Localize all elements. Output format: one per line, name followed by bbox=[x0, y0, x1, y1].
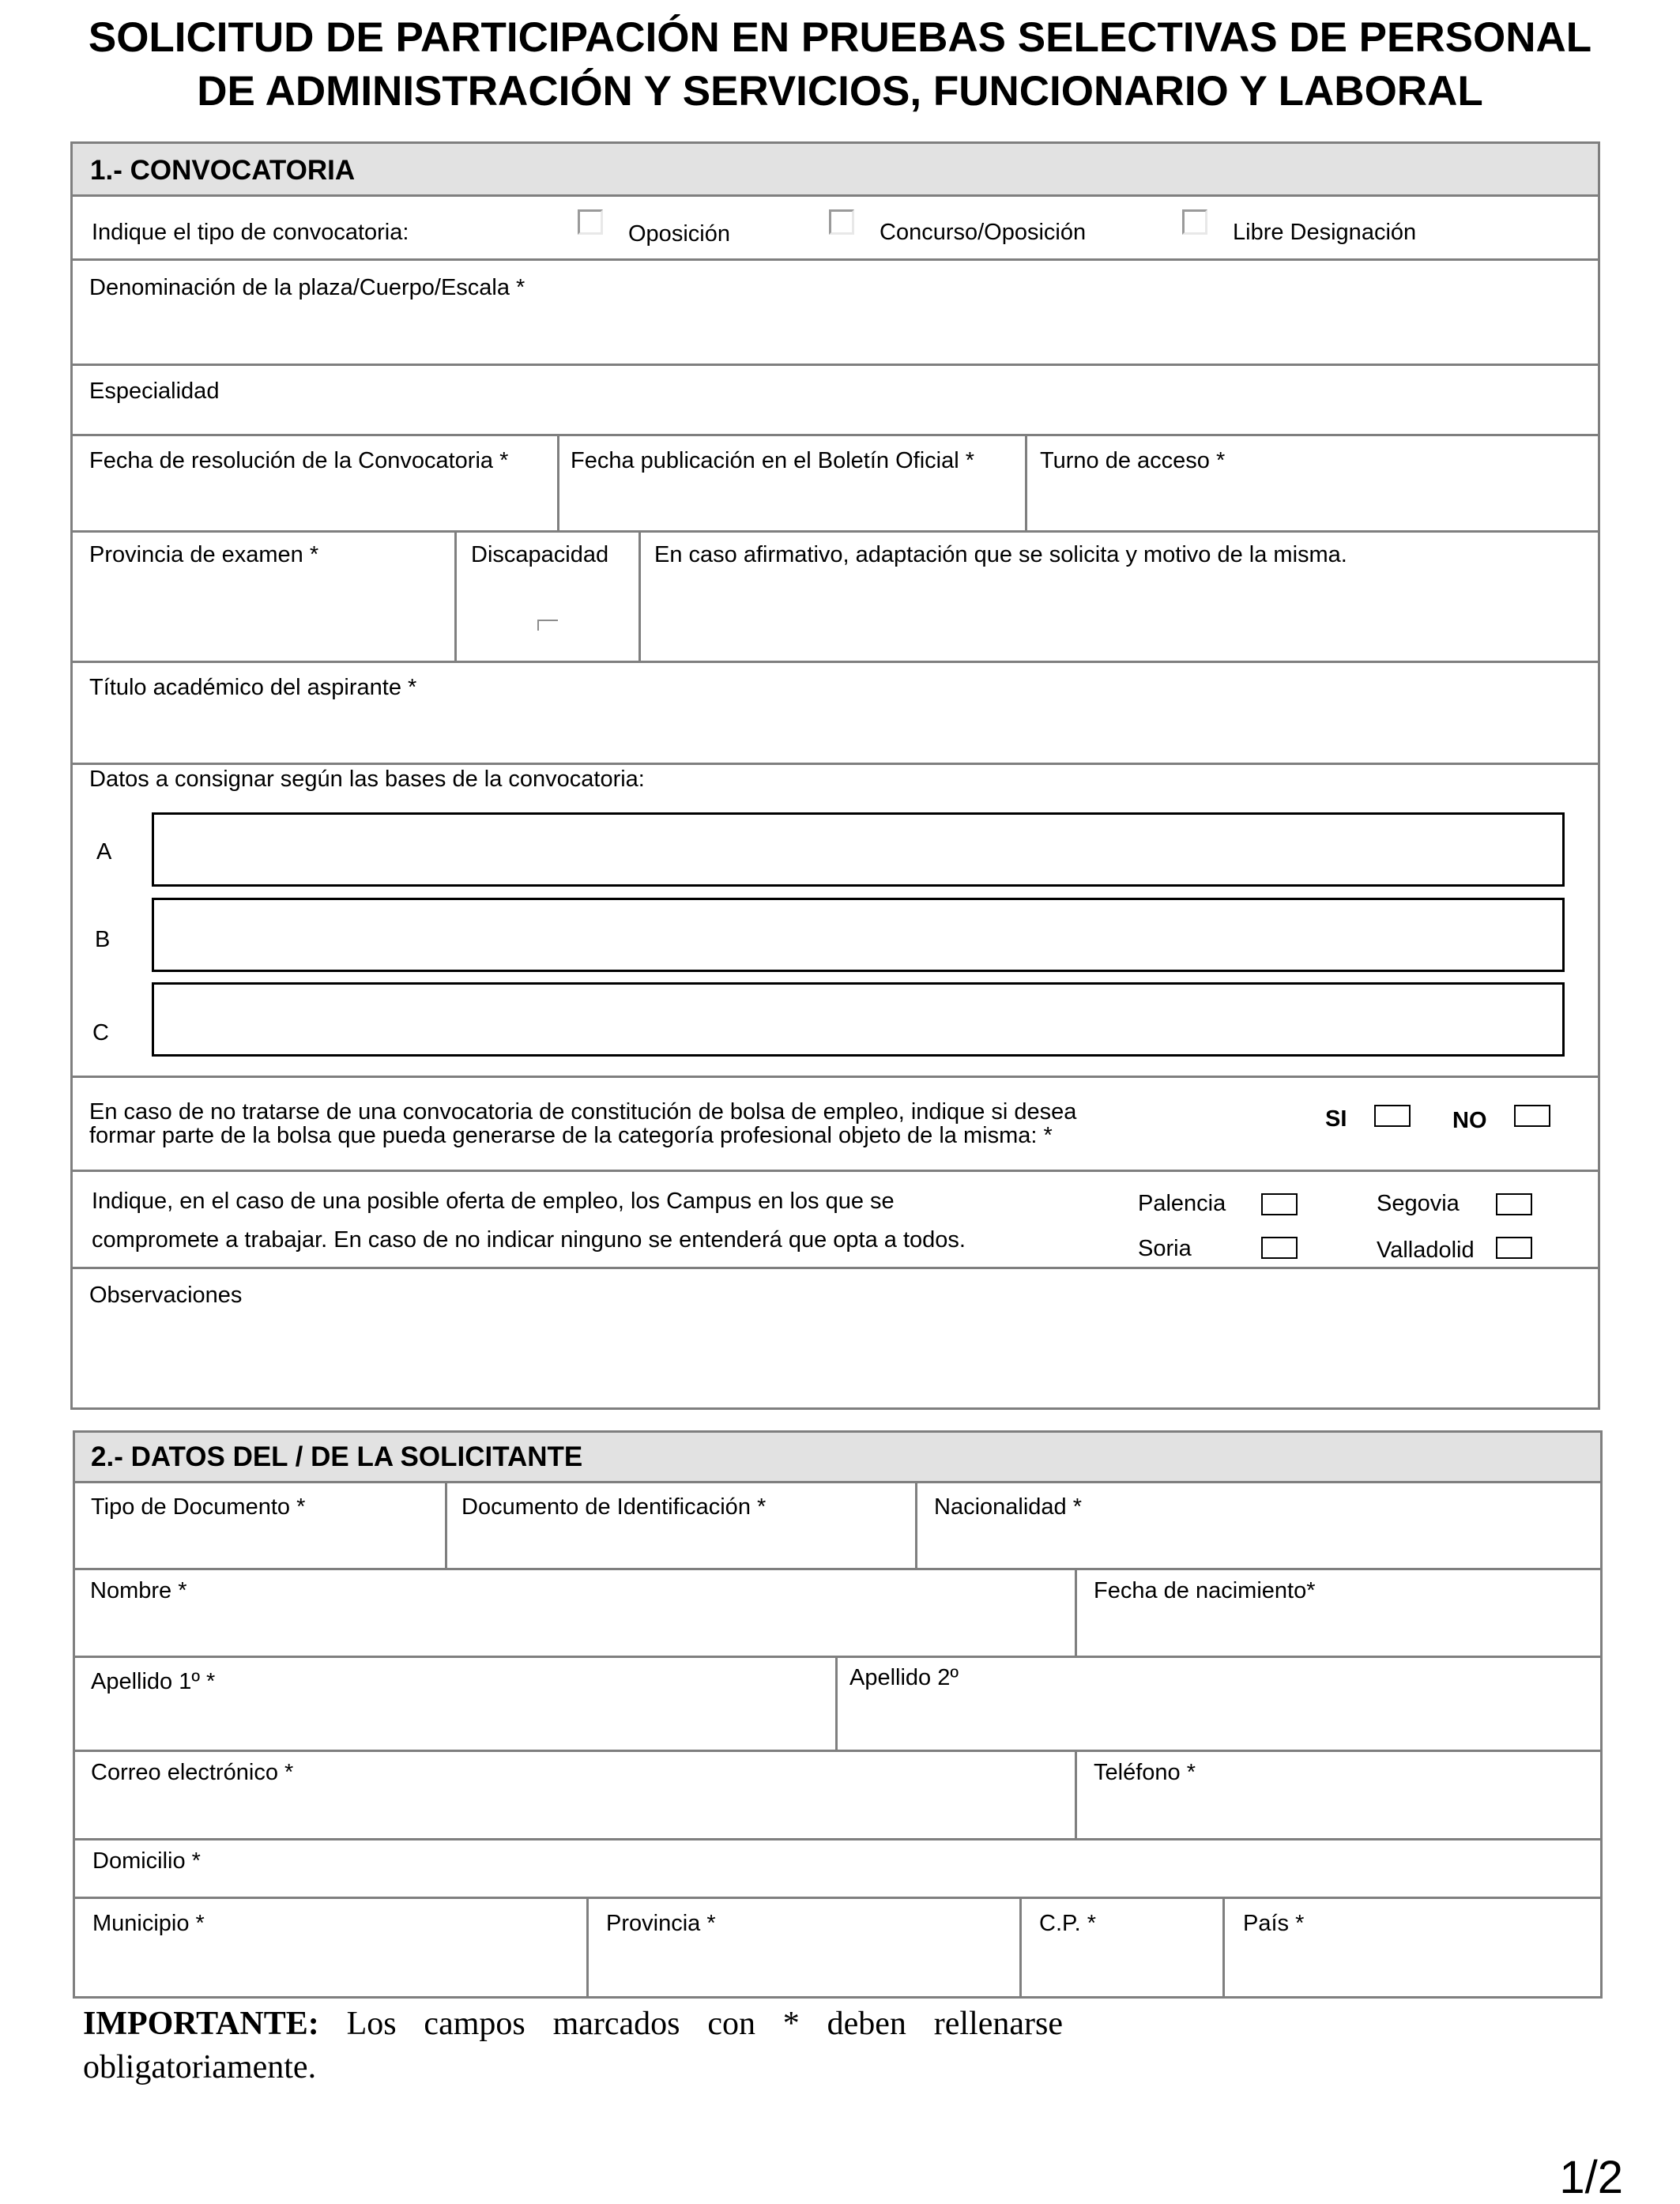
section-2-title: 2.- DATOS DEL / DE LA SOLICITANTE bbox=[91, 1441, 583, 1472]
importante-text: Los campos marcados con * deben rellenarse obligatoriamente. bbox=[83, 2006, 1063, 2085]
telefono-label: Teléfono * bbox=[1094, 1760, 1196, 1785]
divider bbox=[73, 1656, 1603, 1658]
campus-valladolid-checkbox[interactable] bbox=[1496, 1237, 1532, 1259]
importante-label: IMPORTANTE: bbox=[83, 2006, 319, 2042]
fecha-nacimiento-field[interactable] bbox=[1081, 1608, 1599, 1652]
divider bbox=[73, 1481, 1603, 1483]
title-line-1: SOLICITUD DE PARTICIPACIÓN EN PRUEBAS SELECTIVAS DE PERSONAL bbox=[88, 14, 1592, 61]
apellido-1-label: Apellido 1º * bbox=[91, 1669, 216, 1694]
divider bbox=[1222, 1897, 1225, 1999]
datos-row-label-b: B bbox=[95, 927, 111, 952]
provincia-examen-field[interactable] bbox=[75, 573, 450, 656]
fecha-resolucion-label: Fecha de resolución de la Convocatoria * bbox=[89, 448, 509, 473]
importante-note bbox=[83, 2002, 1063, 2089]
libre-designacion-label: Libre Designación bbox=[1233, 220, 1417, 245]
divider bbox=[70, 530, 1600, 533]
campus-palencia-label: Palencia bbox=[1138, 1191, 1226, 1216]
discapacidad-checkbox[interactable] bbox=[537, 620, 558, 631]
divider bbox=[70, 1076, 1600, 1078]
divider bbox=[70, 258, 1600, 261]
cp-label: C.P. * bbox=[1039, 1911, 1097, 1936]
divider bbox=[915, 1481, 917, 1568]
divider bbox=[454, 530, 457, 661]
provincia-field[interactable] bbox=[593, 1940, 1015, 1995]
apellido-1-field[interactable] bbox=[77, 1699, 831, 1746]
bolsa-question-line-1: En caso de no tratarse de una convocatoria de constitución de bolsa de empleo, indique si desea bbox=[89, 1099, 1077, 1125]
discapacidad-label: Discapacidad bbox=[471, 542, 609, 567]
denominacion-label: Denominación de la plaza/Cuerpo/Escala * bbox=[89, 275, 525, 300]
libre-designacion-checkbox[interactable] bbox=[1182, 209, 1207, 235]
concurso-oposicion-label: Concurso/Oposición bbox=[880, 220, 1087, 245]
pais-field[interactable] bbox=[1229, 1940, 1599, 1995]
datos-row-label-a: A bbox=[96, 839, 112, 865]
bolsa-question-line-2: formar parte de la bolsa que pueda generarse de la categoría profesional objeto de la misma: * bbox=[89, 1123, 1053, 1148]
divider bbox=[70, 763, 1600, 765]
divider bbox=[70, 1170, 1600, 1172]
divider bbox=[1075, 1568, 1077, 1656]
divider bbox=[73, 1838, 1603, 1840]
titulo-academico-field[interactable] bbox=[75, 707, 1596, 759]
apellido-2-label: Apellido 2º bbox=[849, 1665, 959, 1690]
datos-field-c[interactable] bbox=[152, 982, 1565, 1057]
provincia-label: Provincia * bbox=[606, 1911, 716, 1936]
municipio-label: Municipio * bbox=[92, 1911, 205, 1936]
divider bbox=[1075, 1750, 1077, 1838]
fecha-resolucion-field[interactable] bbox=[75, 478, 553, 527]
nombre-field[interactable] bbox=[77, 1608, 1069, 1652]
especialidad-label: Especialidad bbox=[89, 379, 220, 404]
campus-soria-checkbox[interactable] bbox=[1261, 1237, 1298, 1259]
campus-palencia-checkbox[interactable] bbox=[1261, 1193, 1298, 1215]
nacionalidad-field[interactable] bbox=[921, 1525, 1599, 1565]
pais-label: País * bbox=[1243, 1911, 1305, 1936]
correo-label: Correo electrónico * bbox=[91, 1760, 294, 1785]
no-label: NO bbox=[1452, 1108, 1487, 1133]
observaciones-field[interactable] bbox=[75, 1313, 1596, 1404]
divider bbox=[70, 194, 1600, 197]
documento-identificacion-label: Documento de Identificación * bbox=[461, 1494, 767, 1520]
oposicion-checkbox[interactable] bbox=[578, 209, 603, 235]
tipo-documento-label: Tipo de Documento * bbox=[91, 1494, 306, 1520]
titulo-academico-label: Título académico del aspirante * bbox=[89, 675, 417, 700]
denominacion-field[interactable] bbox=[75, 308, 1596, 360]
divider bbox=[73, 1568, 1603, 1570]
divider bbox=[73, 1897, 1603, 1899]
fecha-publicacion-label: Fecha publicación en el Boletín Oficial * bbox=[571, 448, 975, 473]
oposicion-label: Oposición bbox=[628, 221, 730, 247]
nombre-label: Nombre * bbox=[90, 1578, 187, 1603]
cp-field[interactable] bbox=[1026, 1940, 1219, 1995]
fecha-publicacion-field[interactable] bbox=[563, 478, 1021, 527]
fecha-nacimiento-label: Fecha de nacimiento* bbox=[1094, 1578, 1316, 1603]
divider bbox=[445, 1481, 447, 1568]
si-checkbox[interactable] bbox=[1374, 1105, 1411, 1127]
documento-identificacion-field[interactable] bbox=[450, 1525, 911, 1565]
apellido-2-field[interactable] bbox=[842, 1699, 1599, 1746]
divider bbox=[1019, 1897, 1022, 1999]
datos-field-b[interactable] bbox=[152, 898, 1565, 972]
divider bbox=[70, 1267, 1600, 1269]
turno-acceso-label: Turno de acceso * bbox=[1040, 448, 1226, 473]
adaptacion-field[interactable] bbox=[644, 573, 1596, 656]
divider bbox=[70, 661, 1600, 663]
page-title bbox=[0, 11, 1680, 119]
campus-valladolid-label: Valladolid bbox=[1377, 1238, 1475, 1263]
concurso-oposicion-checkbox[interactable] bbox=[829, 209, 854, 235]
divider bbox=[557, 434, 559, 530]
title-line-2: DE ADMINISTRACIÓN Y SERVICIOS, FUNCIONARIO Y LABORAL bbox=[197, 68, 1483, 115]
divider bbox=[835, 1656, 838, 1750]
campus-soria-label: Soria bbox=[1138, 1236, 1192, 1261]
no-checkbox[interactable] bbox=[1514, 1105, 1550, 1127]
campus-question-line-2: compromete a trabajar. En caso de no indicar ninguno se entenderá que opta a todos. bbox=[92, 1227, 966, 1253]
tipo-convocatoria-label: Indique el tipo de convocatoria: bbox=[92, 220, 409, 245]
divider bbox=[70, 434, 1600, 436]
divider bbox=[1025, 434, 1027, 530]
especialidad-field[interactable] bbox=[75, 405, 1596, 431]
datos-bases-label: Datos a consignar según las bases de la convocatoria: bbox=[89, 767, 645, 792]
campus-question-line-1: Indique, en el caso de una posible oferta de empleo, los Campus en los que se bbox=[92, 1189, 895, 1214]
municipio-field[interactable] bbox=[77, 1940, 583, 1995]
campus-segovia-label: Segovia bbox=[1377, 1191, 1460, 1216]
domicilio-label: Domicilio * bbox=[92, 1848, 201, 1874]
nacionalidad-label: Nacionalidad * bbox=[934, 1494, 1083, 1520]
turno-acceso-field[interactable] bbox=[1031, 478, 1596, 527]
si-label: SI bbox=[1325, 1106, 1347, 1132]
provincia-examen-label: Provincia de examen * bbox=[89, 542, 319, 567]
divider bbox=[586, 1897, 589, 1999]
telefono-field[interactable] bbox=[1081, 1790, 1599, 1834]
campus-segovia-checkbox[interactable] bbox=[1496, 1193, 1532, 1215]
divider bbox=[70, 364, 1600, 366]
datos-row-label-c: C bbox=[92, 1020, 109, 1045]
divider bbox=[638, 530, 641, 661]
correo-field[interactable] bbox=[77, 1790, 1069, 1834]
datos-field-a[interactable] bbox=[152, 812, 1565, 887]
tipo-documento-field[interactable] bbox=[77, 1525, 441, 1565]
adaptacion-label: En caso afirmativo, adaptación que se solicita y motivo de la misma. bbox=[654, 542, 1347, 567]
section-1-title: 1.- CONVOCATORIA bbox=[90, 155, 356, 186]
page-number: 1/2 bbox=[1559, 2152, 1623, 2203]
observaciones-label: Observaciones bbox=[89, 1283, 243, 1308]
domicilio-field[interactable] bbox=[237, 1845, 1596, 1893]
divider bbox=[73, 1750, 1603, 1752]
